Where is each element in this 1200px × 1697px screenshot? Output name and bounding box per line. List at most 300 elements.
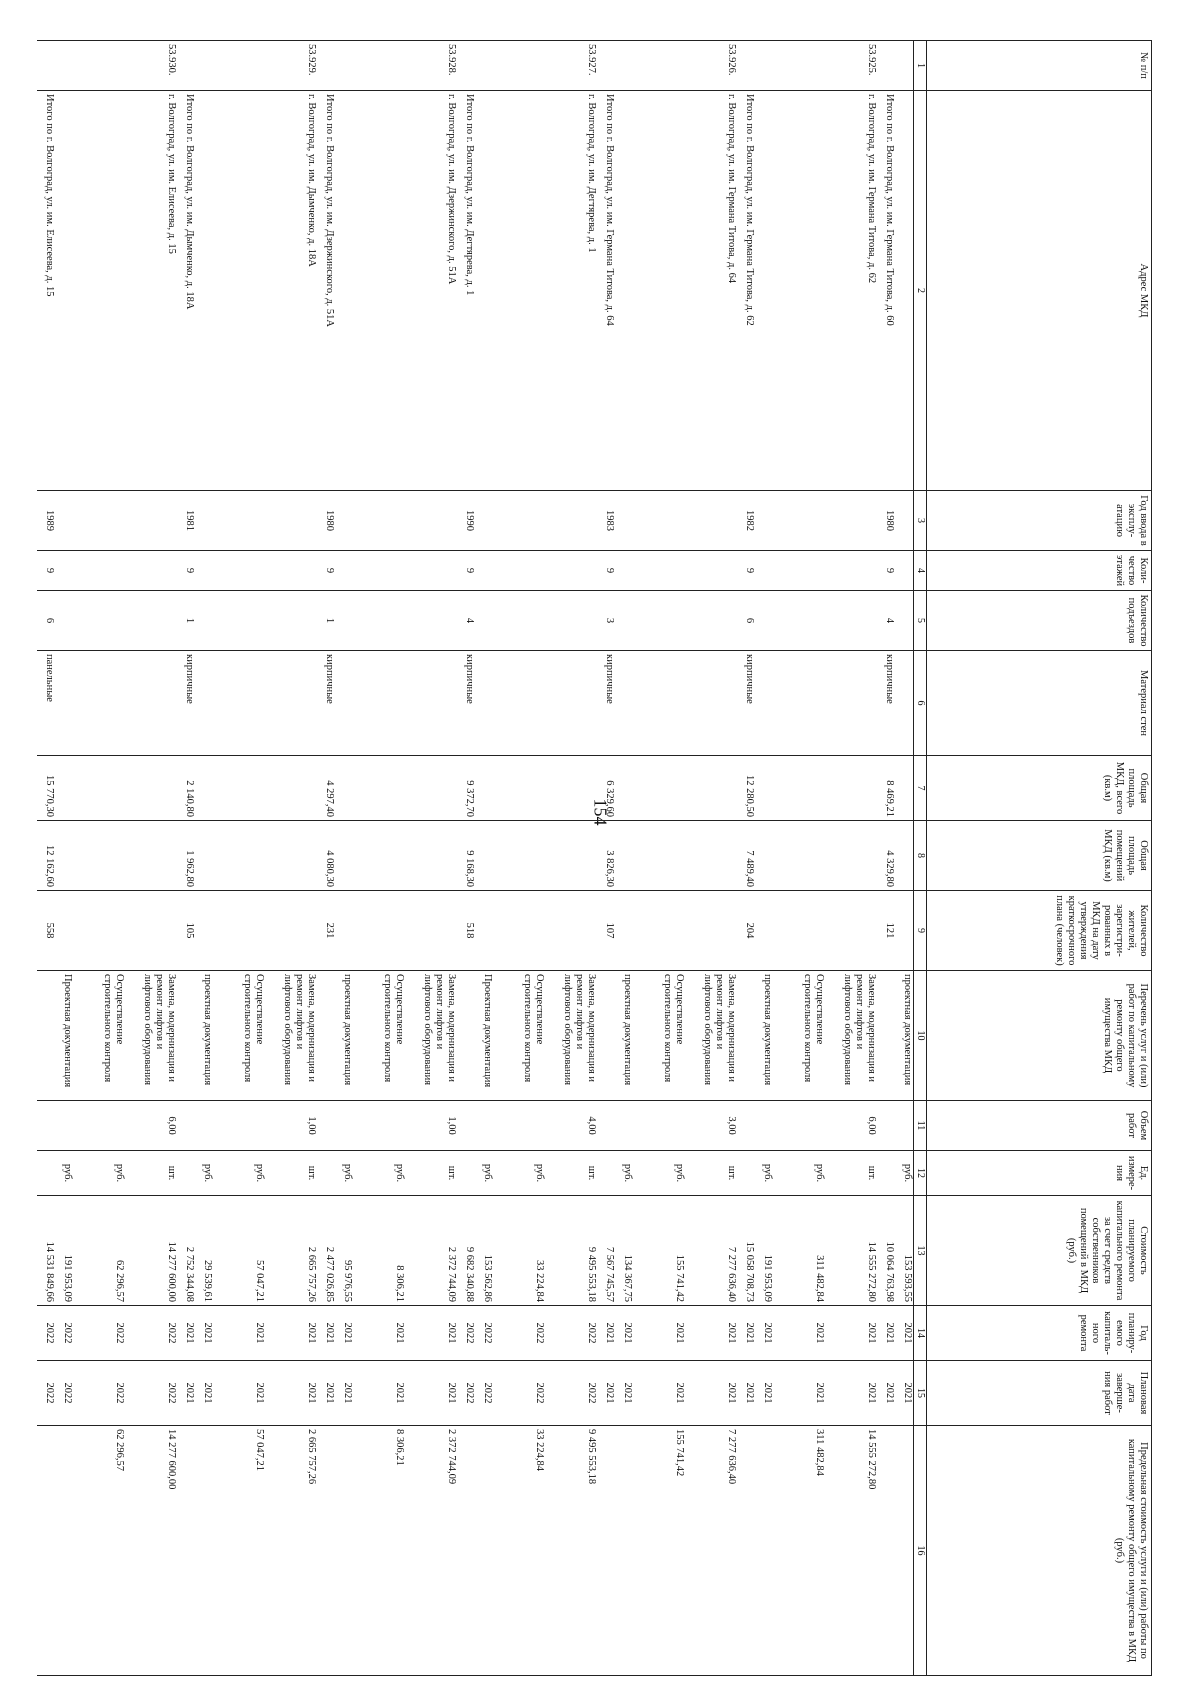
table-cell [896,91,914,491]
table-cell: руб. [196,1151,214,1196]
table-cell [266,591,318,651]
table-cell [196,651,214,756]
table-cell [336,491,354,551]
table-cell: 2021 [616,1306,634,1361]
table-cell: руб. [756,1151,774,1196]
table-cell: Замена, модернизация и ремонт лифтов и лифтового оборудования [126,971,178,1101]
table-cell: 2021 [266,1361,318,1426]
table-cell: 53.926. [686,41,738,91]
table-cell [774,891,826,971]
table-cell [494,651,546,756]
table-cell [458,1426,476,1676]
table-cell [266,891,318,971]
table-cell [774,491,826,551]
table-cell: 311 482,84 [774,1196,826,1306]
column-header: Год ввода в эксплу- атацию [927,491,1152,551]
table-cell: 2021 [774,1361,826,1426]
table-cell [354,491,406,551]
table-cell [598,1426,616,1676]
table-cell [686,551,738,591]
table-cell: шт. [126,1151,178,1196]
table-cell [56,1426,74,1676]
table-cell [494,491,546,551]
table-cell: 2021 [598,1306,616,1361]
table-cell [494,41,546,91]
table-cell: шт. [546,1151,598,1196]
table-cell [616,1426,634,1676]
table-cell [336,1101,354,1151]
table-cell [56,41,74,91]
table-cell [686,891,738,971]
table-cell: 155 741,42 [634,1196,686,1306]
table-cell [214,551,266,591]
table-cell: проектная документация [896,971,914,1101]
table-cell: Итого по г. Волгоград, ул. им. Дзержинского, д. 51А [318,91,336,491]
table-cell [126,651,178,756]
table-cell [634,821,686,891]
table-cell: 311 482,84 [774,1426,826,1676]
table-cell: кирпичные [318,651,336,756]
table-cell [616,891,634,971]
table-cell: 2022 [126,1361,178,1426]
table-cell: 6 329,60 [598,756,616,821]
table-cell [318,1426,336,1676]
table-cell [354,91,406,491]
table-row [406,41,458,1676]
table-cell [476,651,494,756]
table-cell: 558 [38,891,56,971]
table-cell [756,756,774,821]
column-header: Количество подъездов [927,591,1152,651]
column-header: Плановая дата заверше- ния работ [927,1361,1152,1426]
table-cell [738,1151,756,1196]
table-cell [616,91,634,491]
column-header: № п/п [927,41,1152,91]
table-cell [634,41,686,91]
table-cell: 57 047,21 [214,1426,266,1676]
table-cell [74,756,126,821]
table-cell: Замена, модернизация и ремонт лифтов и лифтового оборудования [406,971,458,1101]
table-cell [494,821,546,891]
table-cell [354,821,406,891]
table-cell [318,971,336,1101]
table-row [896,41,914,1676]
table-cell [634,651,686,756]
table-cell: 2021 [354,1306,406,1361]
table-cell: 9 [738,551,756,591]
table-cell: г. Волгоград, ул. им. Дзержинского, д. 51А [406,91,458,491]
table-cell: 62 296,57 [74,1196,126,1306]
table-cell [56,821,74,891]
table-cell [546,651,598,756]
table-cell: 2 665 757,26 [266,1426,318,1676]
table-cell [476,756,494,821]
table-cell [74,891,126,971]
table-cell: кирпичные [738,651,756,756]
table-cell: Итого по г. Волгоград, ул. им. Германа Титова, д. 62 [738,91,756,491]
table-cell [494,91,546,491]
table-cell [56,756,74,821]
table-cell [616,821,634,891]
column-number: 5 [914,591,927,651]
table-cell [774,591,826,651]
table-cell [196,756,214,821]
table-cell [494,591,546,651]
table-cell: 14 531 849,66 [38,1196,56,1306]
table-cell: шт. [826,1151,878,1196]
table-cell: 191 953,09 [756,1196,774,1306]
table-cell: 9 [318,551,336,591]
table-cell [634,591,686,651]
column-number: 10 [914,971,927,1101]
table-cell [336,891,354,971]
table-cell: 2022 [126,1306,178,1361]
table-cell: 4 297,40 [318,756,336,821]
table-cell [826,821,878,891]
table-cell: г. Волгоград, ул. им. Германа Титова, д. 62 [826,91,878,491]
table-cell [74,551,126,591]
table-cell [196,41,214,91]
table-cell [214,756,266,821]
table-cell: 8 306,21 [354,1426,406,1676]
table-cell: 204 [738,891,756,971]
table-row [178,41,196,1676]
table-cell: 2022 [476,1361,494,1426]
table-cell [896,41,914,91]
table-cell: кирпичные [598,651,616,756]
table-cell [126,891,178,971]
table-cell: руб. [336,1151,354,1196]
table-cell [738,41,756,91]
table-cell [494,756,546,821]
column-header: Количество жителей, зарегистри- рованных в МКД на дату утверждения краткосрочного плана (человек) [927,891,1152,971]
column-number: 9 [914,891,927,971]
table-cell [178,1426,196,1676]
table-cell: 57 047,21 [214,1196,266,1306]
column-number: 2 [914,91,927,491]
table-cell: Итого по г. Волгоград, ул. им. Елисеева, д. 15 [38,91,56,491]
table-cell [616,651,634,756]
table-cell: 15 058 708,73 [738,1196,756,1306]
table-cell [826,651,878,756]
table-cell: 155 741,42 [634,1426,686,1676]
table-cell [406,551,458,591]
table-cell: 134 367,75 [616,1196,634,1306]
table-cell: 107 [598,891,616,971]
table-cell: 121 [878,891,896,971]
column-number: 11 [914,1101,927,1151]
table-cell [354,891,406,971]
table-cell [178,971,196,1101]
table-cell: 1 [178,591,196,651]
table-cell: 2021 [214,1361,266,1426]
table-cell [476,591,494,651]
table-cell: 2021 [826,1306,878,1361]
table-cell: 53.927. [546,41,598,91]
table-cell: 7 567 745,57 [598,1196,616,1306]
table-cell: 4 [458,591,476,651]
table-cell [354,756,406,821]
table-cell [826,491,878,551]
table-row [336,41,354,1676]
table-cell [634,91,686,491]
table-cell: 2021 [634,1361,686,1426]
table-row [196,41,214,1676]
table-cell: кирпичные [878,651,896,756]
table-cell: 2021 [896,1306,914,1361]
table-cell: 2021 [686,1306,738,1361]
table-cell [878,971,896,1101]
table-cell: 12 280,50 [738,756,756,821]
table-cell [756,91,774,491]
table-cell: 33 224,84 [494,1196,546,1306]
table-cell [878,41,896,91]
column-number: 15 [914,1361,927,1426]
table-cell [546,491,598,551]
table-cell [896,551,914,591]
table-cell: 2022 [38,1306,56,1361]
table-cell [896,891,914,971]
table-cell: проектная документация [616,971,634,1101]
table-cell: 2021 [598,1361,616,1426]
table-cell: 2022 [74,1361,126,1426]
table-cell [896,1426,914,1676]
table-cell: 2021 [878,1306,896,1361]
table-cell: 2021 [738,1306,756,1361]
table-cell: 2021 [634,1306,686,1361]
column-number: 3 [914,491,927,551]
column-number: 6 [914,651,927,756]
table-cell: Замена, модернизация и ремонт лифтов и лифтового оборудования [546,971,598,1101]
table-cell: 2021 [756,1306,774,1361]
table-cell: 2 140,80 [178,756,196,821]
table-cell [126,821,178,891]
table-cell: 9 [38,551,56,591]
column-number-row [914,41,927,1676]
column-header: Коли- чество этажей [927,551,1152,591]
table-cell [336,41,354,91]
table-row [476,41,494,1676]
table-cell [74,651,126,756]
table-cell: 1,00 [266,1101,318,1151]
table-cell [896,821,914,891]
table-cell: проектная документация [336,971,354,1101]
table-cell: руб. [774,1151,826,1196]
table-cell [214,891,266,971]
table-cell: 231 [318,891,336,971]
table-cell: 53.925. [826,41,878,91]
table-cell: 153 562,86 [476,1196,494,1306]
table-cell: 1 962,80 [178,821,196,891]
table-cell: 8 469,21 [878,756,896,821]
table-cell [178,41,196,91]
table-row [546,41,598,1676]
table-cell [598,971,616,1101]
table-cell [214,91,266,491]
table-cell: 9 [178,551,196,591]
table-cell: 14 277 600,00 [126,1196,178,1306]
table-cell [476,891,494,971]
table-cell [266,756,318,821]
page-number: 154 [590,798,611,826]
table-cell [616,591,634,651]
table-cell [458,1101,476,1151]
table-cell [738,971,756,1101]
table-cell: 7 277 636,40 [686,1196,738,1306]
table-cell [196,821,214,891]
table-cell: 1983 [598,491,616,551]
table-cell: Замена, модернизация и ремонт лифтов и лифтового оборудования [266,971,318,1101]
table-cell [598,41,616,91]
table-cell: 4,00 [546,1101,598,1151]
table-cell [896,651,914,756]
table-row [878,41,896,1676]
table-cell: 2022 [476,1306,494,1361]
table-cell: 1,00 [406,1101,458,1151]
table-cell [214,491,266,551]
table-cell: 2022 [56,1306,74,1361]
table-cell: 53.930. [126,41,178,91]
table-cell [738,1101,756,1151]
table-cell [74,821,126,891]
table-cell [896,591,914,651]
table-cell: Осуществление строительного контроля [214,971,266,1101]
table-cell [896,491,914,551]
table-cell: 2022 [494,1361,546,1426]
table-cell [354,1101,406,1151]
table-cell: кирпичные [178,651,196,756]
table-cell: 2022 [458,1361,476,1426]
table-cell [126,491,178,551]
table-cell: проектная документация [196,971,214,1101]
table-cell [494,1101,546,1151]
table-row [616,41,634,1676]
table-cell: панельные [38,651,56,756]
table-cell [756,891,774,971]
column-number: 8 [914,821,927,891]
table-cell: руб. [494,1151,546,1196]
table-cell [196,1101,214,1151]
table-cell: 2021 [266,1306,318,1361]
table-cell [74,1101,126,1151]
table-row [756,41,774,1676]
table-cell: 2022 [56,1361,74,1426]
table-cell [598,1151,616,1196]
table-cell [878,1101,896,1151]
table-cell [196,491,214,551]
table-cell: 1981 [178,491,196,551]
table-cell [178,1151,196,1196]
table-cell [406,821,458,891]
table-cell [38,41,56,91]
table-cell [406,756,458,821]
table-cell: 4 329,80 [878,821,896,891]
table-cell [738,1426,756,1676]
table-cell: Проектная документация [56,971,74,1101]
table-row [354,41,406,1676]
table-cell: 33 224,84 [494,1426,546,1676]
table-body [38,41,914,1676]
table-cell: Осуществление строительного контроля [74,971,126,1101]
table-cell [826,551,878,591]
table-cell: 1982 [738,491,756,551]
table-cell: г. Волгоград, ул. им. Дегтярева, д. 1 [546,91,598,491]
table-cell: 9 [598,551,616,591]
table-cell: 15 770,30 [38,756,56,821]
table-cell [336,756,354,821]
table-cell: руб. [56,1151,74,1196]
table-cell [476,821,494,891]
table-cell [458,1151,476,1196]
table-cell: 2021 [774,1306,826,1361]
table-cell: 6 [38,591,56,651]
table-cell: 2021 [336,1306,354,1361]
table-cell [406,591,458,651]
table-cell: 53.928. [406,41,458,91]
table-cell: 9 682 340,88 [458,1196,476,1306]
table-cell: 2021 [686,1361,738,1426]
column-header: Адрес МКД [927,91,1152,491]
table-cell [318,1101,336,1151]
table-cell [196,91,214,491]
table-cell [318,41,336,91]
table-cell: 62 296,57 [74,1426,126,1676]
column-header: Перечень услуг и (или) работ по капитальному ремонту общего имущества МКД [927,971,1152,1101]
table-cell [476,41,494,91]
table-cell: 105 [178,891,196,971]
table-row [634,41,686,1676]
table-cell [826,891,878,971]
table-cell: 2021 [896,1361,914,1426]
table-cell [896,756,914,821]
table-cell: Итого по г. Волгоград, ул. им. Дегтярева, д. 1 [458,91,476,491]
table-cell: 4 [878,591,896,651]
table-cell: Итого по г. Волгоград, ул. им. Германа Титова, д. 60 [878,91,896,491]
table-cell [336,551,354,591]
table-cell [336,91,354,491]
table-cell: 29 539,61 [196,1196,214,1306]
table-cell: Осуществление строительного контроля [634,971,686,1101]
table-cell [56,891,74,971]
table-cell [406,891,458,971]
table-row [686,41,738,1676]
table-cell: 3 826,30 [598,821,616,891]
table-row [266,41,318,1676]
table-cell [74,91,126,491]
table-cell: 6,00 [826,1101,878,1151]
table-cell [634,551,686,591]
table-cell: 2022 [458,1306,476,1361]
table-cell [336,591,354,651]
table-cell: г. Волгоград, ул. им. Елисеева, д. 15 [126,91,178,491]
table-cell: Проектная документация [476,971,494,1101]
table-cell: 2021 [336,1361,354,1426]
table-cell: 2022 [494,1306,546,1361]
table-cell: 2 372 744,09 [406,1196,458,1306]
table-row [458,41,476,1676]
column-number: 12 [914,1151,927,1196]
table-cell: 10 064 763,98 [878,1196,896,1306]
table-cell [56,1101,74,1151]
table-cell: 9 495 553,18 [546,1196,598,1306]
table-cell: руб. [214,1151,266,1196]
table-cell: 53.929. [266,41,318,91]
table-cell [56,591,74,651]
table-cell [56,491,74,551]
table-cell: 4 080,30 [318,821,336,891]
table-cell [354,41,406,91]
table-cell [214,1101,266,1151]
